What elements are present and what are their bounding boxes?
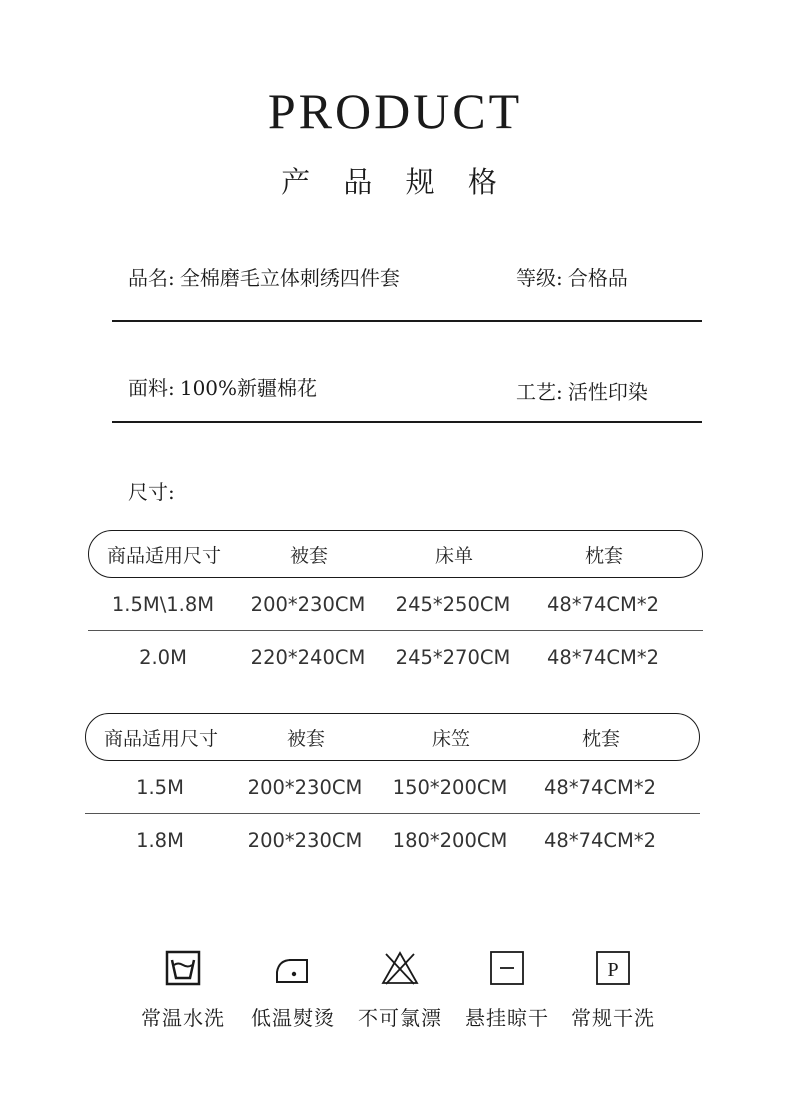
table-cell: 48*74CM*2 <box>547 592 659 616</box>
header-cell: 被套 <box>286 727 325 750</box>
table-cell: 200*230CM <box>247 828 363 852</box>
header-cell: 床笠 <box>431 727 470 750</box>
header-cell: 枕套 <box>581 727 620 750</box>
size-label: 尺寸: <box>128 480 175 504</box>
table-row <box>85 814 700 866</box>
table-header <box>85 713 700 761</box>
info-row-name-grade <box>112 260 702 320</box>
table-cell: 48*74CM*2 <box>544 775 656 799</box>
care-label-wash: 常温水洗 <box>141 1006 225 1030</box>
page-title-en: PRODUCT <box>267 83 523 139</box>
product-grade-value: 合格品 <box>567 266 628 290</box>
divider-1 <box>112 320 702 322</box>
page-title-cn: 产 品 规 格 <box>281 165 509 199</box>
iron-icon <box>268 948 318 988</box>
table-cell: 245*270CM <box>395 645 511 669</box>
table-row <box>88 631 703 683</box>
header-cell: 枕套 <box>584 544 623 567</box>
table-cell: 200*230CM <box>247 775 363 799</box>
table-cell: 48*74CM*2 <box>544 828 656 852</box>
table-cell: 1.5M\1.8M <box>111 592 215 616</box>
product-grade <box>516 262 628 291</box>
wash-tub-icon <box>163 948 203 988</box>
care-item-bleach <box>345 948 455 1031</box>
product-name <box>128 262 400 291</box>
table-cell: 2.0M <box>139 645 187 669</box>
care-item-hang <box>452 948 562 1031</box>
table-row <box>85 761 700 814</box>
product-craft <box>516 376 648 405</box>
size-table-fitted <box>85 713 700 866</box>
table-cell: 200*230CM <box>250 592 366 616</box>
table-cell: 220*240CM <box>250 645 366 669</box>
table-header <box>88 530 703 578</box>
care-item-iron <box>238 948 348 1031</box>
craft-label: 工艺: <box>516 380 563 404</box>
table-row <box>88 578 703 631</box>
product-fabric <box>128 372 317 401</box>
table-cell: 245*250CM <box>395 592 511 616</box>
fabric-value: 100%新疆棉花 <box>179 376 318 400</box>
dry-clean-glyph: P <box>607 959 619 981</box>
product-name-value: 全棉磨毛立体刺绣四件套 <box>179 266 400 290</box>
craft-value: 活性印染 <box>567 380 648 404</box>
care-item-wash <box>128 948 238 1031</box>
header-cell: 被套 <box>289 544 328 567</box>
header-cell: 床单 <box>434 544 473 567</box>
dry-clean-p-icon <box>593 948 633 988</box>
size-table-sheet <box>88 530 703 683</box>
header-cell: 商品适用尺寸 <box>103 727 218 750</box>
care-label-iron: 低温熨烫 <box>251 1006 335 1030</box>
hang-dry-icon <box>487 948 527 988</box>
fabric-label: 面料: <box>128 376 175 400</box>
product-name-label: 品名: <box>128 266 175 290</box>
table-cell: 1.5M <box>136 775 184 799</box>
care-label-bleach: 不可氯漂 <box>358 1006 442 1030</box>
care-label-hang: 悬挂晾干 <box>465 1006 549 1030</box>
table-cell: 180*200CM <box>392 828 508 852</box>
table-cell: 150*200CM <box>392 775 508 799</box>
divider-2 <box>112 421 702 423</box>
header-cell: 商品适用尺寸 <box>106 544 221 567</box>
product-grade-label: 等级: <box>516 266 563 290</box>
table-cell: 1.8M <box>136 828 184 852</box>
no-bleach-icon <box>380 948 420 988</box>
care-label-dryclean: 常规干洗 <box>571 1006 655 1030</box>
care-item-dryclean <box>558 948 668 1031</box>
table-cell: 48*74CM*2 <box>547 645 659 669</box>
